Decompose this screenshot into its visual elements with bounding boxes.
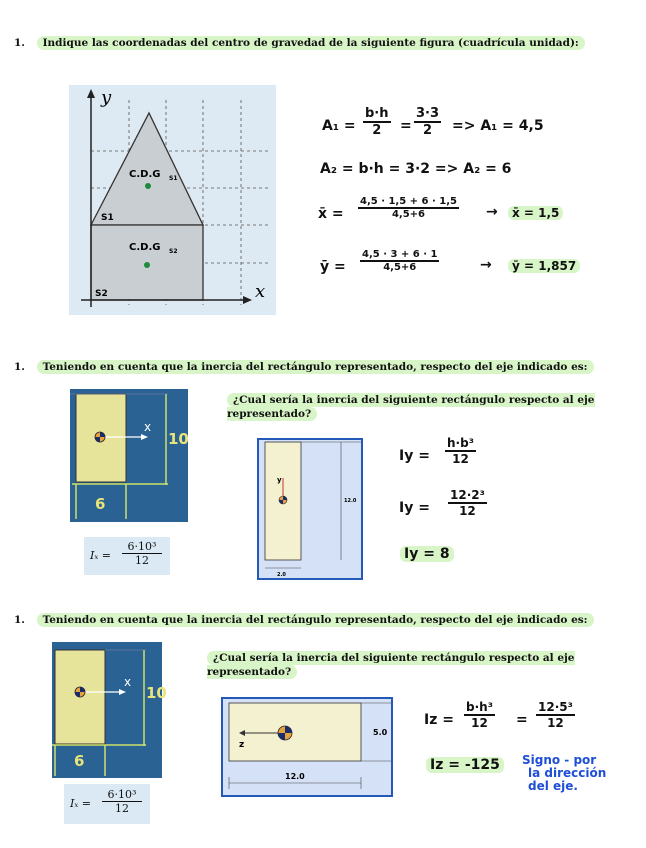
fig3-height-label: 5.0 — [373, 728, 388, 737]
ref3-base-label: 6 — [74, 752, 85, 770]
ref3-height-label: 10 — [146, 684, 167, 702]
sub-question-3: ¿Cual sería la inercia del siguiente rectángulo respecto al eje representado? — [207, 652, 575, 678]
question-1 — [14, 37, 585, 49]
y-axis-label: y — [101, 87, 112, 108]
a1-frac2: $\frac{3\cdot 3}{2}$ — [416, 106, 440, 138]
xbar-arrow: → — [486, 204, 498, 220]
s2-label: S2 — [95, 289, 108, 299]
ref-base-label: 6 — [95, 495, 106, 513]
iy2-frac: $\frac{\text{12·2³}}{12}$ — [450, 488, 485, 518]
fig3-axis-label: z — [239, 740, 245, 750]
iy1-lhs: Iy = — [399, 448, 430, 464]
iz-eq: = — [516, 712, 528, 728]
iy-result: Iy = 8 — [400, 546, 454, 562]
reference-formula-3: Iₓ = 6·10³ 12 — [64, 784, 150, 824]
question-number: 1. — [14, 361, 25, 373]
fig2-base-label: 2.0 — [277, 572, 286, 578]
question-text: Teniendo en cuenta que la inercia del rectángulo representado, respecto del eje indicado es: — [37, 613, 594, 627]
question-number: 1. — [14, 614, 25, 626]
fig3-base-label: 12.0 — [285, 772, 305, 781]
rectangle-figure-2 — [257, 438, 363, 580]
iz-result: Iz = -125 — [426, 757, 504, 773]
centroid-figure — [69, 85, 276, 315]
iz-frac: $\frac{\text{b·h³}}{12}$ — [466, 700, 493, 730]
a2-calc: A₂ = b·h = 3·2 => A₂ = 6 — [320, 161, 512, 177]
xbar-lhs: x̄ = — [318, 206, 344, 222]
reference-figure — [70, 389, 188, 522]
a1-lhs: A₁ = — [322, 118, 356, 134]
ybar-arrow: → — [480, 257, 492, 273]
reference-figure-3 — [52, 642, 167, 778]
a1-result: => A₁ = 4,5 — [452, 118, 544, 134]
iz-frac2: $\frac{\text{12·5³}}{12}$ — [538, 700, 573, 730]
iz-lhs: Iz = — [424, 712, 454, 728]
s1-label: S1 — [101, 213, 114, 223]
question-3 — [14, 614, 594, 626]
xbar-result: x̄ = 1,5 — [508, 206, 563, 220]
reference-formula: Iₓ = 6·10³ 12 — [84, 537, 170, 575]
cdg1-sub: S1 — [169, 175, 178, 182]
iy2-lhs: Iy = — [399, 500, 430, 516]
ref3-axis-label: x — [124, 675, 132, 689]
fig2-height-label: 12.0 — [344, 498, 357, 504]
ref-axis-label: x — [144, 420, 152, 434]
sign-note: Signo - por la dirección del eje. — [522, 753, 607, 793]
cdg1-label: C.D.G — [129, 169, 161, 180]
ref-height-label: 10 — [168, 430, 189, 448]
question-text: Indique las coordenadas del centro de gravedad de la siguiente figura (cuadrícula unidad): — [37, 36, 585, 50]
question-2 — [14, 361, 594, 373]
ybar-lhs: ȳ = — [320, 259, 346, 275]
iy1-frac: $\frac{\text{h·b³}}{12}$ — [447, 436, 474, 466]
cdg2-sub: S2 — [169, 248, 178, 255]
cdg2-label: C.D.G — [129, 242, 161, 253]
a1-frac: $\frac{b\cdot h}{2}$ — [365, 106, 389, 138]
xbar-frac: $\frac{4,5 \cdot 1,5 + 6 \cdot 1,5}{4,5+6}$ — [360, 196, 457, 220]
sub-question-2: ¿Cual sería la inercia del siguiente rectángulo respecto al eje representado? — [227, 394, 595, 420]
ybar-frac: $\frac{4,5 \cdot 3 + 6 \cdot 1}{4,5+6}$ — [362, 249, 438, 273]
x-axis-label: x — [255, 281, 266, 302]
centroid-s2 — [144, 262, 150, 268]
question-number: 1. — [14, 37, 25, 49]
rectangle-figure-3 — [221, 697, 393, 797]
fig2-axis-label: y — [277, 476, 282, 484]
centroid-s1 — [145, 183, 151, 189]
ybar-result: ȳ = 1,857 — [508, 259, 580, 273]
a1-eq: = — [400, 118, 412, 134]
question-text: Teniendo en cuenta que la inercia del rectángulo representado, respecto del eje indicado es: — [37, 360, 594, 374]
